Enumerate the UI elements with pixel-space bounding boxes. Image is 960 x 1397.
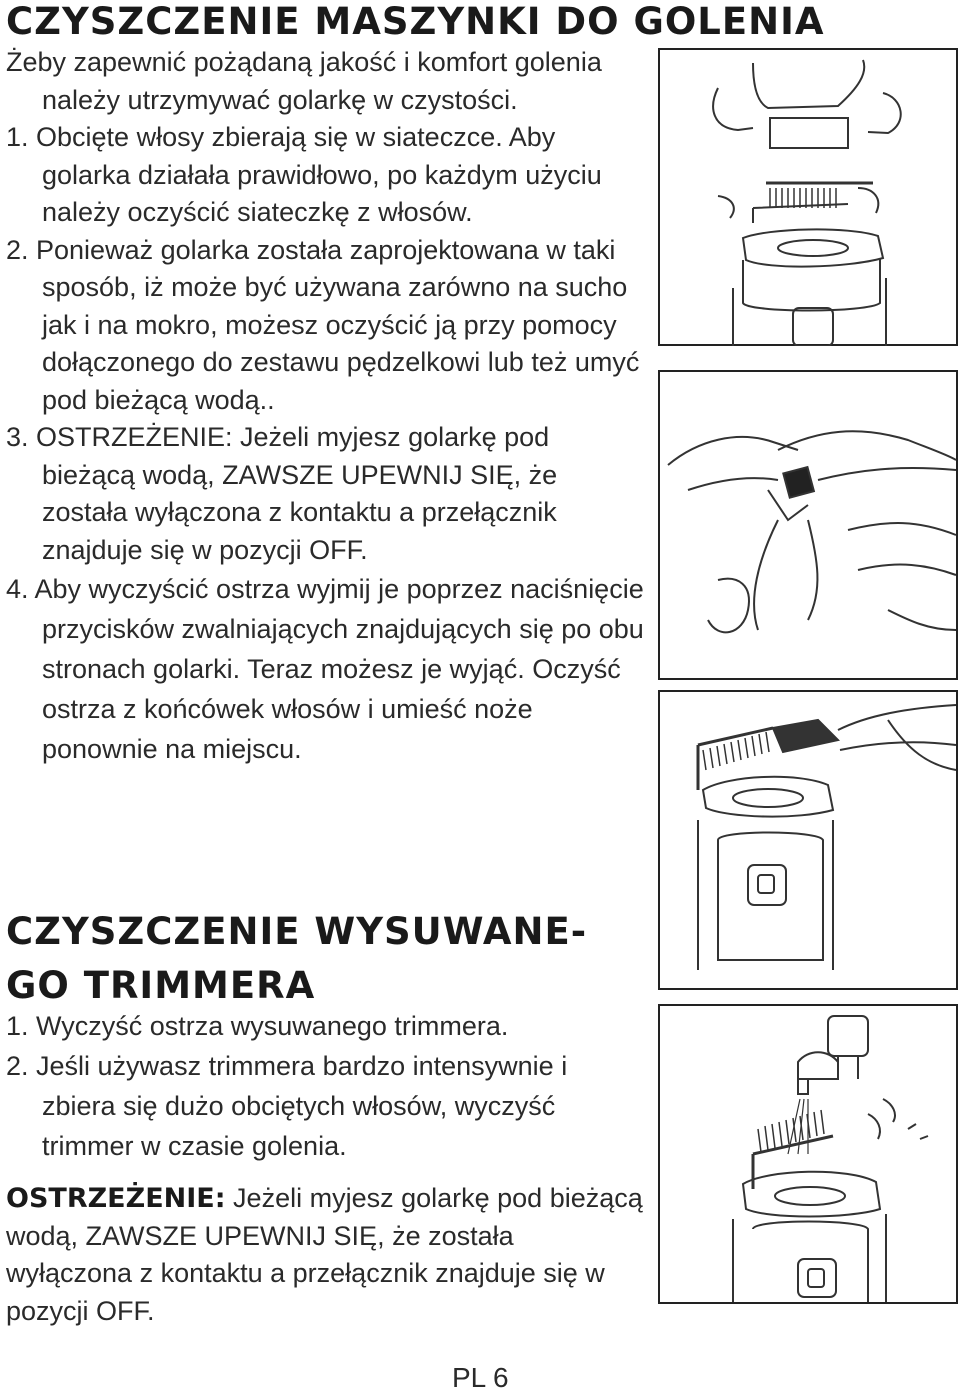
list-item-4: 4. Aby wyczyścić ostrza wyjmij je poprzez naciśnięcie przycisków zwalniających znajdujących się po obu stronach golarki. Teraz możesz je wyjąć. Oczyść ostrza z końcówek włosów i umieść noże ponownie na miejscu. bbox=[6, 574, 644, 764]
warning-block bbox=[6, 1180, 646, 1330]
list-item-1: 1. Obcięte włosy zbierają się w siateczce. Aby golarka działała prawidłowo, po każdym użyciu należy oczyścić siateczkę z włosów. bbox=[6, 122, 602, 227]
shaver-head-removal-illustration-icon bbox=[658, 48, 958, 346]
page-number: PL 6 bbox=[452, 1362, 509, 1393]
warning-text: Jeżeli myjesz golarkę pod bieżącą wodą, ZAWSZE UPEWNIJ SIĘ, że została wyłączona z kontaktu a przełącznik znajduje się w pozycji OFF. bbox=[6, 1183, 643, 1326]
trimmer-item-2: 2. Jeśli używasz trimmera bardzo intensywnie i zbiera się dużo obciętych włosów, wyczyść trimmer w czasie golenia. bbox=[6, 1050, 568, 1161]
warning-label: OSTRZEŻENIE: bbox=[6, 1183, 226, 1214]
trimmer-item-1: 1. Wyczyść ostrza wysuwanego trimmera. bbox=[6, 1011, 509, 1041]
rinse-under-tap-illustration-icon bbox=[658, 1004, 958, 1304]
brush-cleaning-illustration-icon bbox=[658, 690, 958, 990]
list-item-3: 3. OSTRZEŻENIE: Jeżeli myjesz golarkę pod bieżącą wodą, ZAWSZE UPEWNIJ SIĘ, że została wyłączona z kontaktu a przełącznik znajduje się w pozycji OFF. bbox=[6, 422, 558, 565]
trimmer-release-illustration-icon bbox=[658, 370, 958, 680]
list-item-2: 2. Ponieważ golarka została zaprojektowana w taki sposób, iż może być używana zarówno na sucho jak i na mokro, możesz oczyścić ją przy pomocy dołączonego do zestawu pędzelkowi lub też umyć pod bieżącą wodą.. bbox=[6, 234, 640, 415]
section-title-trimmer-cleaning: CZYSZCZENIE WYSUWANE- GO TRIMMERA bbox=[6, 910, 588, 1007]
section-title-shaver-cleaning: CZYSZCZENIE MASZYNKI DO GOLENIA bbox=[6, 0, 825, 43]
section-trimmer-cleaning-body bbox=[6, 1008, 646, 1166]
intro-paragraph: Żeby zapewnić pożądaną jakość i komfort golenia należy utrzymywać golarkę w czystości. bbox=[6, 47, 602, 115]
section-shaver-cleaning-body bbox=[6, 44, 646, 769]
